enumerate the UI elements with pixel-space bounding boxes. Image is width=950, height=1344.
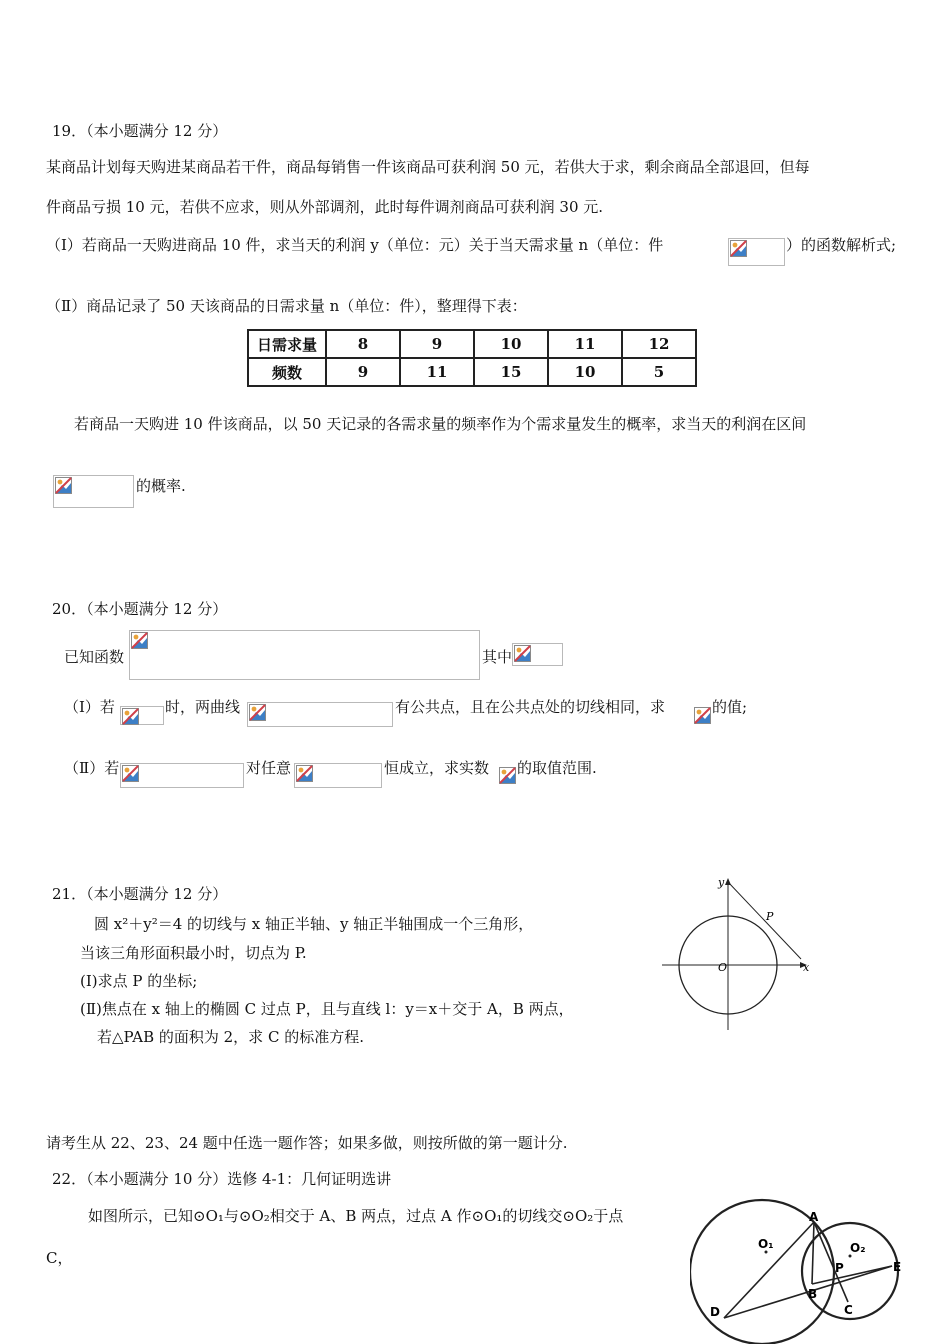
table-cell: 10 xyxy=(474,330,548,358)
formula-image xyxy=(512,643,563,666)
formula-image xyxy=(129,630,480,680)
formula-image xyxy=(120,706,164,725)
x-label: x xyxy=(803,961,810,974)
q19-part1-text-end: ）的函数解析式; xyxy=(786,236,897,254)
tangent-line xyxy=(728,882,801,959)
label-c: C xyxy=(844,1303,853,1317)
formula-image xyxy=(499,765,516,785)
q19-text-line2: 件商品亏损 10 元，若供不应求，则从外部调剂，此时每件调剂商品可获利润 30 元. xyxy=(46,198,604,216)
q19-part1-text: （Ⅰ）若商品一天购进商品 10 件，求当天的利润 y（单位：元）关于当天需求量 n（单位：件 xyxy=(46,236,664,254)
q20-part2-text-end: 的取值范围. xyxy=(517,759,597,777)
q20-part1-text: （Ⅰ）若 xyxy=(64,698,115,716)
table-cell: 10 xyxy=(548,358,622,386)
line-ab xyxy=(812,1222,814,1284)
formula-image xyxy=(294,763,382,788)
q21-text-line5: 若△PAB 的面积为 2，求 C 的标准方程. xyxy=(97,1028,364,1046)
broken-image-icon xyxy=(122,708,139,725)
q20-part2-text: 对任意 xyxy=(246,759,292,777)
q20-text: 已知函数 xyxy=(64,648,125,666)
label-a: A xyxy=(809,1210,819,1224)
table-cell: 9 xyxy=(400,330,474,358)
two-circles-figure xyxy=(690,1196,910,1344)
q20-text: 其中 xyxy=(482,648,513,666)
q22-text-line2: C， xyxy=(46,1249,73,1267)
table-row xyxy=(248,358,696,386)
point-p-label: P xyxy=(766,910,774,923)
q22-text-line1: 如图所示，已知⊙O₁与⊙O₂相交于 A、B 两点，过点 A 作⊙O₁的切线交⊙O₂于点 xyxy=(88,1207,624,1225)
q20-part2-text: 恒成立，求实数 xyxy=(384,759,490,777)
q21-header: 21．（本小题满分 12 分） xyxy=(52,885,228,903)
instruction-text: 请考生从 22、23、24 题中任选一题作答；如果多做，则按所做的第一题计分. xyxy=(46,1134,568,1152)
broken-image-icon xyxy=(131,632,148,649)
line-be xyxy=(812,1266,892,1284)
broken-image-icon xyxy=(122,765,139,782)
label-p: P xyxy=(835,1261,844,1275)
formula-image xyxy=(247,702,393,727)
label-o2: O₂ xyxy=(850,1241,866,1255)
broken-image-icon xyxy=(694,707,711,724)
q20-part1-text: 有公共点，且在公共点处的切线相同，求 xyxy=(395,698,666,716)
table-cell: 12 xyxy=(622,330,696,358)
q20-part1-text-end: 的值; xyxy=(712,698,748,716)
formula-image xyxy=(53,475,134,508)
q19-part2-text: （Ⅱ）商品记录了 50 天该商品的日需求量 n（单位：件），整理得下表： xyxy=(46,297,527,315)
label-d: D xyxy=(710,1305,720,1319)
broken-image-icon xyxy=(514,645,531,662)
q19-text-line4: 的概率. xyxy=(136,477,186,495)
label-e: E xyxy=(893,1260,902,1274)
broken-image-icon xyxy=(499,767,516,784)
q21-text-line2: 当该三角形面积最小时，切点为 P. xyxy=(80,944,307,962)
label-b: B xyxy=(808,1287,818,1301)
table-cell: 15 xyxy=(474,358,548,386)
q20-part2-text: （Ⅱ）若 xyxy=(64,759,120,777)
table-cell: 9 xyxy=(326,358,400,386)
q21-part1-text: (Ⅰ)求点 P 的坐标; xyxy=(80,972,198,990)
table-cell: 11 xyxy=(400,358,474,386)
origin-label: O xyxy=(718,961,728,974)
q19-header: 19．（本小题满分 12 分） xyxy=(52,122,228,140)
table-cell: 11 xyxy=(548,330,622,358)
label-o1: O₁ xyxy=(758,1237,774,1251)
q20-part1-text: 时，两曲线 xyxy=(165,698,241,716)
table-row-label: 日需求量 xyxy=(248,330,326,358)
q21-part2-text: (Ⅱ)焦点在 x 轴上的椭圆 C 过点 P，且与直线 l：y＝x＋交于 A，B 两点， xyxy=(80,1000,574,1018)
broken-image-icon xyxy=(55,477,72,494)
table-row-label: 频数 xyxy=(248,358,326,386)
broken-image-icon xyxy=(296,765,313,782)
formula-image xyxy=(728,238,785,266)
y-label: y xyxy=(718,876,725,889)
broken-image-icon xyxy=(730,240,747,257)
demand-frequency-table xyxy=(247,329,697,387)
table-cell: 5 xyxy=(622,358,696,386)
q19-text-line1: 某商品计划每天购进某商品若干件，商品每销售一件该商品可获利润 50 元，若供大于求，剩余商品全部退回，但每 xyxy=(46,158,810,176)
q22-header: 22．（本小题满分 10 分）选修 4-1：几何证明选讲 xyxy=(52,1170,392,1188)
formula-image xyxy=(120,763,244,788)
table-cell: 8 xyxy=(326,330,400,358)
table-row xyxy=(248,330,696,358)
broken-image-icon xyxy=(249,704,266,721)
q21-text-line1: 圆 x²＋y²＝4 的切线与 x 轴正半轴、y 轴正半轴围成一个三角形， xyxy=(94,915,534,933)
circle-tangent-figure xyxy=(660,872,820,1032)
q19-text-line3: 若商品一天购进 10 件该商品，以 50 天记录的各需求量的频率作为个需求量发生的概率，求当天的利润在区间 xyxy=(74,415,807,433)
q20-header: 20．（本小题满分 12 分） xyxy=(52,600,228,618)
formula-image xyxy=(694,705,711,725)
